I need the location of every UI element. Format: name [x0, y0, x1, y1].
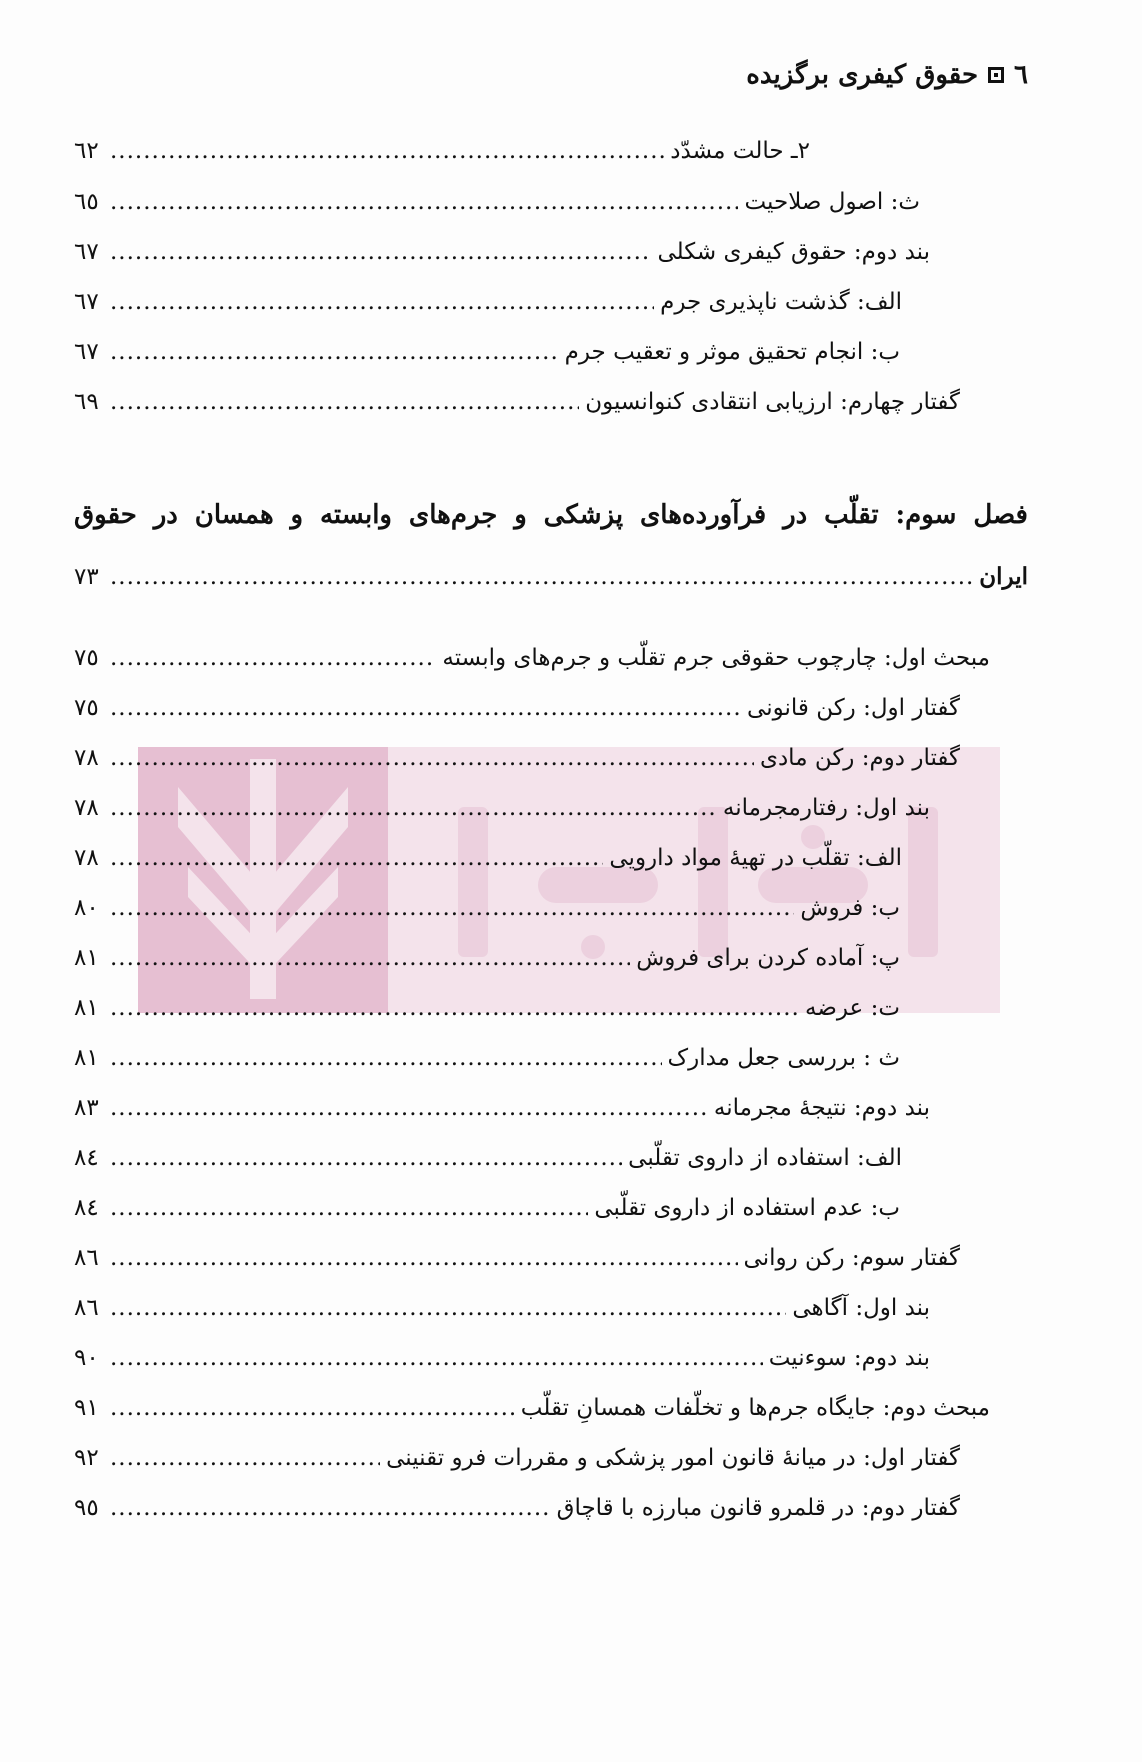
toc-leader-dots	[110, 893, 794, 923]
toc-leader-dots	[110, 793, 717, 823]
toc-entry-page: ٩٥	[74, 1495, 99, 1521]
toc-entry-title: بند دوم: نتیجهٔ مجرمانه	[713, 1095, 930, 1121]
toc-entry-title: الف: تقلّب در تهیهٔ مواد دارویی	[609, 845, 902, 871]
toc-entry-page: ٧٥	[74, 695, 99, 721]
toc-entry-page: ٨٠	[74, 895, 99, 921]
toc-entry-title: ب: انجام تحقیق موثر و تعقیب جرم	[564, 339, 900, 365]
toc-entry-title: گفتار سوم: رکن روانی	[743, 1245, 960, 1271]
toc-leader-dots	[110, 1243, 738, 1273]
toc-leader-dots	[110, 387, 579, 417]
toc-entry-page: ٧٨	[74, 845, 99, 871]
toc-entry[interactable]	[74, 1079, 930, 1123]
toc-entry-title: گفتار دوم: در قلمرو قانون مبارزه با قاچاق	[556, 1495, 960, 1521]
toc-entry-title: ٢ـ حالت مشدّد	[670, 138, 810, 164]
toc-entry[interactable]	[74, 1179, 900, 1223]
chapter-page: ٧٣	[74, 564, 99, 590]
toc-leader-dots	[110, 843, 603, 873]
toc-leader-dots	[110, 1443, 380, 1473]
toc-leader-dots	[110, 136, 664, 166]
toc-entry-title: گفتار اول: در میانهٔ قانون امور پزشکی و مقررات فرو تقنینی	[386, 1445, 960, 1471]
toc-entry[interactable]	[74, 323, 900, 367]
toc-entry[interactable]	[74, 679, 960, 723]
toc-entry-title: گفتار چهارم: ارزیابی انتقادی کنوانسیون	[585, 389, 960, 415]
toc-leader-dots	[110, 1043, 662, 1073]
toc-entry-page: ٨١	[74, 1045, 99, 1071]
toc-leader-dots	[110, 562, 973, 592]
toc-entry-title: بند اول: آگاهی	[792, 1295, 930, 1321]
toc-entry-page: ٩١	[74, 1395, 99, 1421]
book-title: حقوق کیفری برگزیده	[746, 60, 979, 90]
toc-entry-page: ٨٣	[74, 1095, 99, 1121]
toc-entry-page: ٦٧	[74, 339, 99, 365]
toc-entry[interactable]	[74, 1479, 960, 1523]
toc-entry[interactable]	[74, 779, 930, 823]
toc-leader-dots	[110, 1393, 515, 1423]
toc-entry-page: ٦٩	[74, 389, 99, 415]
toc-entry[interactable]	[74, 373, 960, 417]
toc-entry-page: ٦٧	[74, 289, 99, 315]
toc-entry-title: الف: استفاده از داروی تقلّبی	[628, 1145, 902, 1171]
toc-leader-dots	[110, 943, 630, 973]
toc-entry[interactable]	[74, 1429, 960, 1473]
toc-entry[interactable]	[74, 929, 900, 973]
toc-entry[interactable]	[74, 629, 990, 673]
toc-entry-title: ث : بررسی جعل مدارک	[667, 1045, 900, 1071]
chapter-toc-entry[interactable]	[74, 548, 1028, 592]
toc-leader-dots	[110, 337, 559, 367]
toc-entry-page: ٨٦	[74, 1245, 99, 1271]
toc-leader-dots	[110, 693, 741, 723]
toc-leader-dots	[110, 1493, 551, 1523]
toc-entry-page: ٧٥	[74, 645, 99, 671]
toc-entry[interactable]	[74, 1279, 930, 1323]
toc-entry-title: بند اول: رفتارمجرمانه	[722, 795, 930, 821]
toc-entry[interactable]	[74, 122, 810, 166]
toc-entry-title: پ: آماده کردن برای فروش	[636, 945, 900, 971]
toc-leader-dots	[110, 187, 738, 217]
toc-entry[interactable]	[74, 879, 900, 923]
toc-entry-page: ٦٥	[74, 189, 99, 215]
toc-entry[interactable]	[74, 1029, 900, 1073]
toc-entry-title: مبحث اول: چارچوب حقوقی جرم تقلّب و جرم‌های وابسته	[442, 645, 990, 671]
toc-entry[interactable]	[74, 273, 902, 317]
toc-leader-dots	[110, 643, 436, 673]
toc-leader-dots	[110, 743, 754, 773]
toc-leader-dots	[110, 287, 654, 317]
toc-entry-page: ٨١	[74, 945, 99, 971]
toc-entry[interactable]	[74, 1229, 960, 1273]
toc-leader-dots	[110, 1093, 708, 1123]
toc-entry-page: ٧٨	[74, 795, 99, 821]
toc-leader-dots	[110, 993, 799, 1023]
toc-entry[interactable]	[74, 173, 920, 217]
toc-entry[interactable]	[74, 979, 900, 1023]
toc-entry-title: الف: گذشت ناپذیری جرم	[660, 289, 902, 315]
toc-entry[interactable]	[74, 829, 902, 873]
toc-entry[interactable]	[74, 1379, 990, 1423]
toc-entry[interactable]	[74, 1129, 902, 1173]
square-bullet-icon	[988, 67, 1004, 83]
toc-leader-dots	[110, 1143, 622, 1173]
toc-entry-title: مبحث دوم: جایگاه جرم‌ها و تخلّفات همسانِ تقلّب	[520, 1395, 990, 1421]
chapter-heading: فصل سوم: تقلّب در فرآورده‌های پزشکی و جرم‌های وابسته و همسان در حقوق	[74, 500, 1028, 530]
toc-entry-title: گفتار اول: رکن قانونی	[747, 695, 960, 721]
toc-entry-title: گفتار دوم: رکن مادی	[759, 745, 960, 771]
toc-entry-page: ٨٤	[74, 1145, 99, 1171]
toc-entry-title: بند دوم: سوءنیت	[768, 1345, 930, 1371]
toc-entry-page: ٧٨	[74, 745, 99, 771]
toc-entry-page: ٦٧	[74, 239, 99, 265]
toc-entry[interactable]	[74, 223, 930, 267]
chapter-title-line2: ایران	[979, 563, 1028, 590]
toc-entry-page: ٨٦	[74, 1295, 99, 1321]
page-header	[746, 60, 1028, 90]
toc-entry[interactable]	[74, 1329, 930, 1373]
toc-leader-dots	[110, 1343, 763, 1373]
toc-entry-title: ب: فروش	[800, 895, 900, 921]
toc-entry-page: ٨٤	[74, 1195, 99, 1221]
toc-entry-title: ت: عرضه	[805, 995, 900, 1021]
toc-entry-title: ب: عدم استفاده از داروی تقلّبی	[594, 1195, 900, 1221]
toc-leader-dots	[110, 1293, 786, 1323]
toc-leader-dots	[110, 1193, 588, 1223]
toc-entry-page: ٩٢	[74, 1445, 99, 1471]
toc-entry-page: ٦٢	[74, 138, 99, 164]
toc-entry-title: ث: اصول صلاحیت	[744, 189, 920, 215]
toc-entry-page: ٨١	[74, 995, 99, 1021]
toc-leader-dots	[110, 237, 651, 267]
toc-entry[interactable]	[74, 729, 960, 773]
toc-entry-page: ٩٠	[74, 1345, 99, 1371]
page-number: ٦	[1014, 60, 1028, 90]
toc-entry-title: بند دوم: حقوق کیفری شکلی	[657, 239, 930, 265]
